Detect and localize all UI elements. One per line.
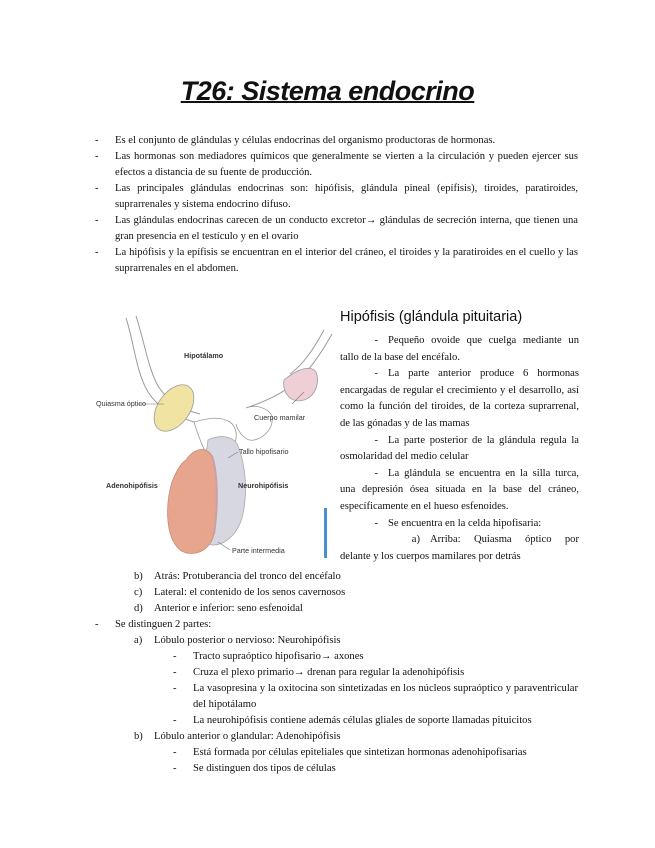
diagram-outline bbox=[290, 330, 324, 374]
label-tallo: Tallo hipofisario bbox=[239, 447, 289, 456]
hipofisis-point: - Pequeño ovoide que cuelga mediante un tallo de la base del encéfalo. bbox=[340, 335, 579, 363]
intro-list bbox=[95, 133, 578, 277]
partes-b-marker: b) bbox=[134, 731, 143, 742]
relation-text: Lateral: el contenido de los senos cavernosos bbox=[154, 587, 346, 598]
partes-a-item: La neurohipófisis contiene además células gliales de soporte llamadas pituicitos bbox=[193, 715, 532, 726]
tallo-shape bbox=[236, 406, 272, 440]
partes-b-item: Se distinguen dos tipos de células bbox=[193, 763, 336, 774]
dash-marker: - bbox=[173, 747, 177, 758]
dash-marker: - bbox=[95, 619, 99, 630]
partes-a-item: La vasopresina y la oxitocina son sintetizadas en los núcleos supraóptico y paraventricular del hipotálamo bbox=[193, 683, 578, 710]
page-title: T26: Sistema endocrino bbox=[180, 76, 475, 106]
intro-item: - Es el conjunto de glándulas y células endocrinas del organismo productoras de hormonas. bbox=[95, 135, 496, 146]
hipofisis-text bbox=[340, 333, 579, 565]
dash-marker: - bbox=[173, 763, 177, 774]
label-quiasma: Quiasma óptico bbox=[96, 399, 146, 408]
relation-item: a) Arriba: Quiasma óptico por delante y los cuerpos mamilares por detrás bbox=[340, 534, 579, 562]
partes-a-item: Cruza el plexo primario→ drenan para regular la adenohipófisis bbox=[193, 667, 465, 678]
relation-text: Atrás: Protuberancia del tronco del encéfalo bbox=[154, 571, 341, 582]
hipofisis-point: - La parte posterior de la glándula regula la osmolaridad del medio celular bbox=[340, 434, 579, 463]
intro-item: - Las principales glándulas endocrinas son: hipófisis, glándula pineal (epífisis), tiroides, paratiroides, suprarrenales y sistema endocrino difuso. bbox=[95, 183, 578, 210]
label-cuerpo-mamilar: Cuerpo mamilar bbox=[254, 413, 306, 422]
partes-intro: Se distinguen 2 partes: bbox=[115, 619, 212, 630]
dash-marker: - bbox=[173, 667, 177, 678]
label-hipotalamo: Hipotálamo bbox=[184, 351, 224, 360]
relation-item: b) bbox=[134, 571, 143, 582]
cuerpo-mamilar-shape bbox=[284, 368, 318, 401]
partes-b-title: Lóbulo anterior o glandular: Adenohipófisis bbox=[154, 731, 341, 742]
hipofisis-point: - La glándula se encuentra en la silla turca, una depresión ósea situada en la base del cráneo, específicamente en el hueso esfenoides. bbox=[340, 467, 579, 512]
accent-bar bbox=[324, 508, 327, 558]
relation-text: Anterior e inferior: seno esfenoidal bbox=[154, 603, 303, 614]
partes-a-item: Tracto supraóptico hipofisario→ axones bbox=[193, 651, 364, 662]
dash-marker: - bbox=[173, 651, 177, 662]
dash-marker: - bbox=[173, 715, 177, 726]
partes-b-item: Está formada por células epiteliales que sintetizan hormonas adenohipofisarias bbox=[193, 747, 527, 758]
intro-item: - La hipófisis y la epífisis se encuentran en el interior del cráneo, el tiroides y la paratiroides en el cuello y las suprarrenales en el abdomen. bbox=[95, 247, 578, 274]
label-adenohipofisis: Adenohipófisis bbox=[106, 481, 158, 490]
label-parte-intermedia: Parte intermedia bbox=[232, 546, 285, 555]
dash-marker: - bbox=[173, 683, 177, 694]
hipofisis-point: - Se encuentra en la celda hipofisaria: bbox=[374, 517, 542, 529]
partes-a-title: Lóbulo posterior o nervioso: Neurohipófisis bbox=[154, 635, 341, 646]
partes-a-marker: a) bbox=[134, 635, 143, 646]
label-neurohipofisis: Neurohipófisis bbox=[238, 481, 289, 490]
leader-line bbox=[218, 542, 230, 550]
pituitary-diagram bbox=[96, 312, 334, 562]
relation-item: c) bbox=[134, 587, 143, 598]
relation-item: d) bbox=[134, 603, 143, 614]
intro-item: - Las hormonas son mediadores químicos que generalmente se vierten a la circulación y pueden ejercer sus efectos a distancia de su fuente de producción. bbox=[95, 151, 578, 178]
adenohipofisis-shape bbox=[168, 450, 217, 554]
hipofisis-point: - La parte anterior produce 6 hormonas encargadas de regular el crecimiento y el desarrollo, así como la función del tiroides, de la corteza suprarrenal, de las gónadas y de las mamas bbox=[340, 368, 579, 429]
quiasma-shape bbox=[146, 378, 202, 439]
section-heading: Hipófisis (glándula pituitaria) bbox=[340, 309, 523, 325]
intro-item: - Las glándulas endocrinas carecen de un conducto excretor→ glándulas de secreción interna, que tienen una gran presencia en el testículo y en el ovario bbox=[95, 215, 578, 242]
